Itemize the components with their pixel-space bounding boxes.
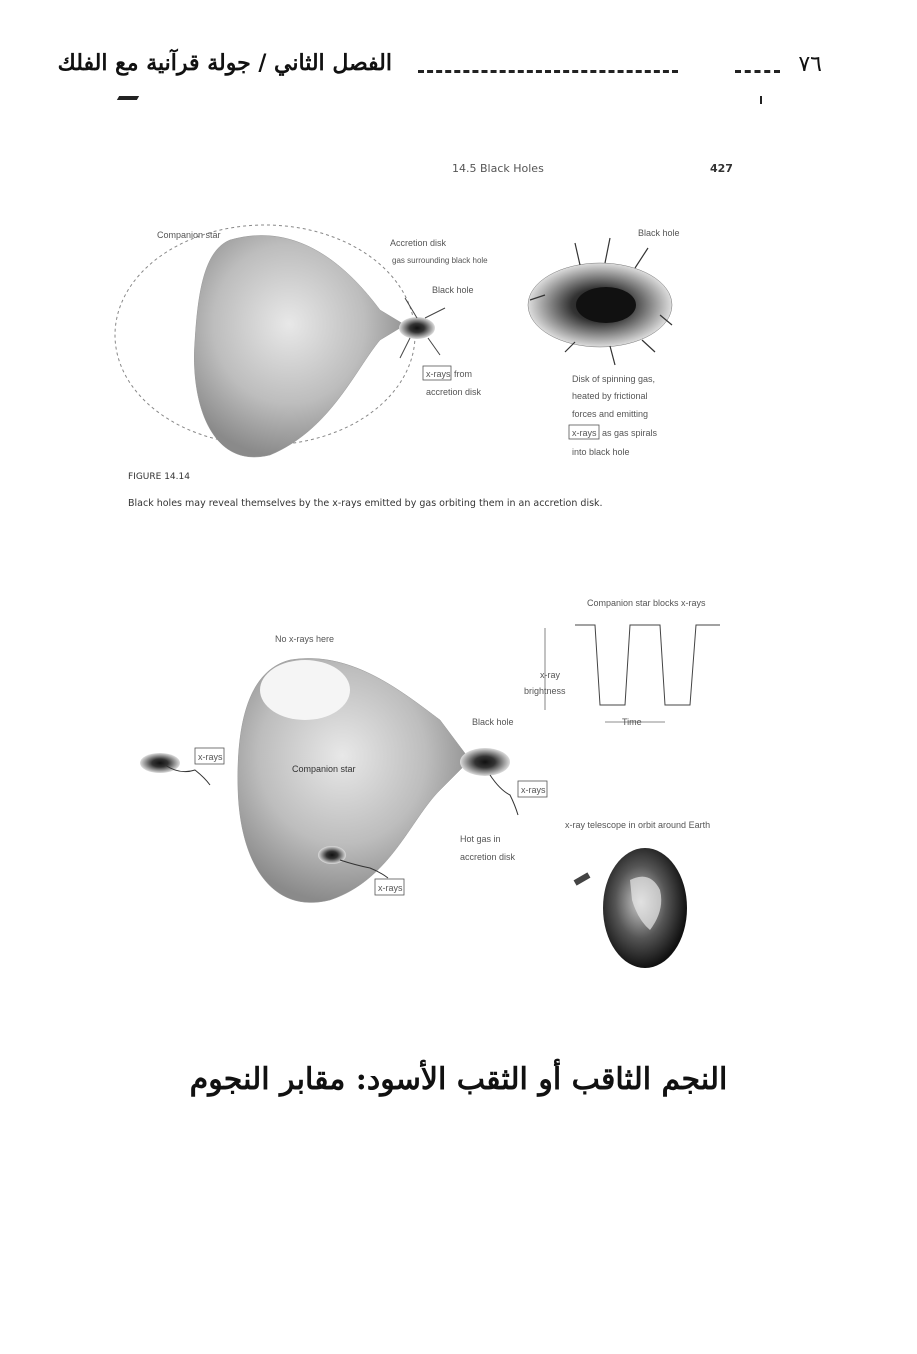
figure-caption: Black holes may reveal themselves by the x-rays emitted by gas orbiting them in an accretion disk. [128,498,603,509]
label-blocks: Companion star blocks x-rays [587,598,706,608]
label-telescope: x-ray telescope in orbit around Earth [565,820,711,830]
label-xray-brightness-1: x-ray [540,670,560,680]
chapter-title: الفصل الثاني / جولة قرآنية مع الفلك [57,50,392,76]
label-accretion-lower: accretion disk [426,387,482,397]
label-hot-gas-2: accretion disk [460,852,516,862]
label-xray-brightness-2: brightness [524,686,566,696]
book-page-number: 427 [710,162,733,175]
label-xrays-box: x-rays [426,369,451,379]
no-xrays-region [260,660,350,720]
label-black-hole-2: Black hole [472,717,514,727]
page-number: ٧٦ [798,52,822,77]
label-xrays-bottom: x-rays [378,883,403,893]
label-disk-xrays: x-rays [572,428,597,438]
label-hot-gas-1: Hot gas in [460,834,501,844]
companion-star [194,235,405,457]
label-disk-line4: as gas spirals [602,428,658,438]
graph-curve [575,625,720,705]
black-hole-disk-2 [460,748,510,776]
accretion-disk [399,317,435,339]
black-hole-disk-bottom [318,846,346,864]
label-no-xrays: No x-rays here [275,634,335,644]
label-disk-line2: heated by frictional [572,391,648,401]
label-companion-star: Companion star [157,230,221,240]
label-disk-line3: forces and emitting [572,409,649,419]
running-head: 14.5 Black Holes [452,162,544,175]
label-disk-line5: into black hole [572,447,630,457]
label-accretion-desc: gas surrounding black hole [392,256,488,265]
telescope [574,872,591,885]
label-black-hole-right: Black hole [638,228,680,238]
label-from: from [454,369,472,379]
section-title: النجم الثاقب أو الثقب الأسود: مقابر النجوم [189,1062,728,1097]
label-xrays-left: x-rays [198,752,223,762]
figure-label: FIGURE 14.14 [128,472,190,482]
label-black-hole: Black hole [432,285,474,295]
label-time: Time [622,717,642,727]
label-xrays-right: x-rays [521,785,546,795]
label-companion-star-2: Companion star [292,764,356,774]
label-disk-line1: Disk of spinning gas, [572,374,656,384]
label-accretion-disk: Accretion disk [390,238,447,248]
